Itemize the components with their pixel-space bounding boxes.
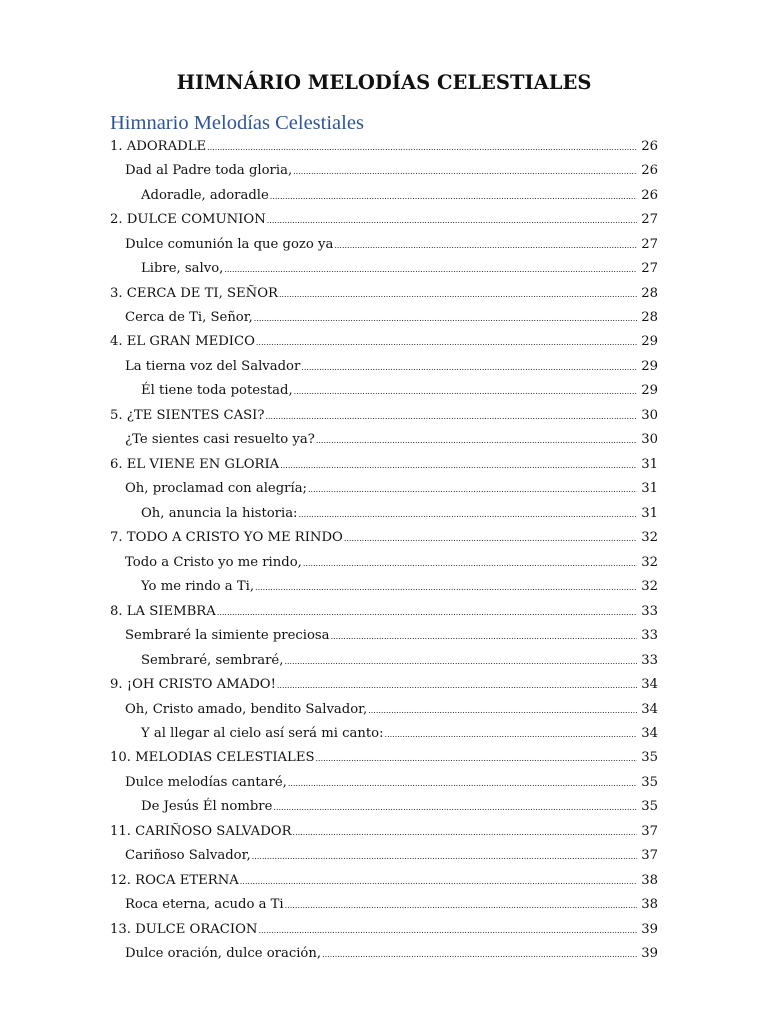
toc-entry[interactable] xyxy=(110,672,658,696)
toc-entry[interactable] xyxy=(110,330,658,354)
toc-entry-text: 8. LA SIEMBRA xyxy=(110,603,216,619)
toc-entry[interactable] xyxy=(110,599,658,623)
toc-entry-page-number: 26 xyxy=(641,138,658,154)
toc-entry-page-number: 32 xyxy=(641,579,658,595)
dot-leader xyxy=(277,677,637,692)
toc-entry-page-number: 34 xyxy=(641,677,658,693)
toc-entry-text: Él tiene toda potestad, xyxy=(141,383,293,399)
dot-leader xyxy=(288,775,637,790)
toc-entry[interactable] xyxy=(110,379,658,403)
table-of-contents xyxy=(110,134,658,966)
toc-entry-page-number: 37 xyxy=(641,823,658,839)
toc-entry-page-number: 33 xyxy=(641,652,658,668)
toc-entry[interactable] xyxy=(110,770,658,794)
toc-entry[interactable] xyxy=(110,574,658,598)
toc-entry-page-number: 28 xyxy=(641,310,658,326)
toc-entry-text: Libre, salvo, xyxy=(141,261,224,277)
toc-entry[interactable] xyxy=(110,428,658,452)
toc-entry[interactable] xyxy=(110,819,658,843)
dot-leader xyxy=(279,286,637,301)
dot-leader xyxy=(385,726,637,741)
dot-leader xyxy=(322,946,637,961)
toc-entry-text: 11. CARIÑOSO SALVADOR xyxy=(110,823,292,839)
toc-entry-page-number: 34 xyxy=(641,701,658,717)
toc-entry-page-number: 31 xyxy=(641,481,658,497)
toc-entry[interactable] xyxy=(110,452,658,476)
toc-entry-text: 2. DULCE COMUNION xyxy=(110,212,266,228)
dot-leader xyxy=(344,530,637,545)
dot-leader xyxy=(252,848,637,863)
toc-entry-text: Sembraré, sembraré, xyxy=(141,652,284,668)
toc-entry[interactable] xyxy=(110,893,658,917)
dot-leader xyxy=(265,408,637,423)
toc-entry[interactable] xyxy=(110,526,658,550)
toc-entry-page-number: 35 xyxy=(641,750,658,766)
toc-entry-page-number: 31 xyxy=(641,505,658,521)
toc-entry-text: Oh, anuncia la historia: xyxy=(141,505,298,521)
dot-leader xyxy=(254,310,637,325)
toc-entry[interactable] xyxy=(110,256,658,280)
dot-leader xyxy=(316,432,637,447)
toc-entry[interactable] xyxy=(110,721,658,745)
toc-entry-text: 12. ROCA ETERNA xyxy=(110,872,239,888)
toc-entry[interactable] xyxy=(110,648,658,672)
toc-entry[interactable] xyxy=(110,550,658,574)
toc-entry[interactable] xyxy=(110,697,658,721)
toc-entry-text: 6. EL VIENE EN GLORIA xyxy=(110,456,280,472)
toc-entry-text: Todo a Cristo yo me rindo, xyxy=(125,554,302,570)
toc-entry-page-number: 28 xyxy=(641,285,658,301)
toc-entry-text: Cariñoso Salvador, xyxy=(125,848,251,864)
toc-entry-page-number: 38 xyxy=(641,872,658,888)
toc-entry-text: 10. MELODIAS CELESTIALES xyxy=(110,750,315,766)
dot-leader xyxy=(294,383,637,398)
dot-leader xyxy=(315,750,637,765)
toc-entry-page-number: 35 xyxy=(641,799,658,815)
dot-leader xyxy=(285,897,637,912)
toc-entry[interactable] xyxy=(110,158,658,182)
toc-entry-page-number: 38 xyxy=(641,897,658,913)
toc-entry-text: Dad al Padre toda gloria, xyxy=(125,163,293,179)
dot-leader xyxy=(256,334,637,349)
toc-entry-page-number: 32 xyxy=(641,554,658,570)
toc-entry[interactable] xyxy=(110,844,658,868)
toc-entry[interactable] xyxy=(110,183,658,207)
toc-entry[interactable] xyxy=(110,232,658,256)
toc-entry[interactable] xyxy=(110,281,658,305)
toc-entry[interactable] xyxy=(110,305,658,329)
toc-entry-page-number: 35 xyxy=(641,774,658,790)
toc-entry-page-number: 27 xyxy=(641,212,658,228)
toc-entry-page-number: 30 xyxy=(641,407,658,423)
toc-entry-text: Dulce melodías cantaré, xyxy=(125,774,287,790)
toc-entry-text: 13. DULCE ORACION xyxy=(110,921,258,937)
toc-entry-page-number: 27 xyxy=(641,261,658,277)
toc-entry-text: Oh, proclamad con alegría; xyxy=(125,481,308,497)
toc-entry[interactable] xyxy=(110,354,658,378)
dot-leader xyxy=(308,481,637,496)
toc-entry-page-number: 27 xyxy=(641,236,658,252)
dot-leader xyxy=(217,604,637,619)
toc-entry[interactable] xyxy=(110,501,658,525)
toc-entry[interactable] xyxy=(110,403,658,427)
toc-entry-page-number: 31 xyxy=(641,456,658,472)
toc-entry-page-number: 33 xyxy=(641,603,658,619)
toc-entry-text: Oh, Cristo amado, bendito Salvador, xyxy=(125,701,368,717)
dot-leader xyxy=(284,653,637,668)
toc-entry-text: ¿Te sientes casi resuelto ya? xyxy=(125,432,315,448)
toc-entry-text: 7. TODO A CRISTO YO ME RINDO xyxy=(110,530,343,546)
document-title: HIMNÁRIO MELODÍAS CELESTIALES xyxy=(176,71,592,94)
toc-entry-text: Yo me rindo a Ti, xyxy=(141,579,255,595)
dot-leader xyxy=(331,628,637,643)
dot-leader xyxy=(334,237,637,252)
toc-entry-text: 1. ADORADLE xyxy=(110,138,207,154)
toc-entry-page-number: 39 xyxy=(641,946,658,962)
dot-leader xyxy=(299,506,637,521)
toc-entry-page-number: 39 xyxy=(641,921,658,937)
toc-entry-text: Dulce comunión la que gozo ya xyxy=(125,236,334,252)
toc-entry-text: Sembraré la simiente preciosa xyxy=(125,628,330,644)
dot-leader xyxy=(293,163,637,178)
dot-leader xyxy=(255,579,637,594)
toc-entry-text: 9. ¡OH CRISTO AMADO! xyxy=(110,677,276,693)
toc-entry[interactable] xyxy=(110,134,658,158)
dot-leader xyxy=(267,212,637,227)
toc-entry-page-number: 29 xyxy=(641,334,658,350)
toc-entry-text: 4. EL GRAN MEDICO xyxy=(110,334,255,350)
toc-entry[interactable] xyxy=(110,746,658,770)
toc-entry-page-number: 26 xyxy=(641,187,658,203)
toc-entry-page-number: 26 xyxy=(641,163,658,179)
toc-entry-text: Dulce oración, dulce oración, xyxy=(125,946,322,962)
toc-entry-text: Roca eterna, acudo a Ti xyxy=(125,897,284,913)
dot-leader xyxy=(293,824,637,839)
toc-entry[interactable] xyxy=(110,941,658,965)
toc-heading: Himnario Melodías Celestiales xyxy=(110,112,364,134)
toc-entry-text: De Jesús Él nombre xyxy=(141,799,273,815)
toc-entry-page-number: 33 xyxy=(641,628,658,644)
dot-leader xyxy=(303,555,637,570)
toc-entry[interactable] xyxy=(110,623,658,647)
toc-entry[interactable] xyxy=(110,795,658,819)
dot-leader xyxy=(368,702,637,717)
toc-entry-text: 3. CERCA DE TI, SEÑOR xyxy=(110,285,278,301)
toc-entry-text: Adoradle, adoradle xyxy=(141,187,269,203)
dot-leader xyxy=(258,922,637,937)
toc-entry-page-number: 29 xyxy=(641,383,658,399)
dot-leader xyxy=(224,261,637,276)
dot-leader xyxy=(301,359,637,374)
dot-leader xyxy=(280,457,637,472)
toc-entry[interactable] xyxy=(110,917,658,941)
toc-entry-page-number: 37 xyxy=(641,848,658,864)
dot-leader xyxy=(270,188,637,203)
toc-entry-page-number: 30 xyxy=(641,432,658,448)
toc-entry-page-number: 29 xyxy=(641,358,658,374)
toc-entry-text: 5. ¿TE SIENTES CASI? xyxy=(110,407,265,423)
toc-entry-text: Cerca de Ti, Señor, xyxy=(125,310,253,326)
dot-leader xyxy=(207,139,637,154)
dot-leader xyxy=(273,799,637,814)
toc-entry[interactable] xyxy=(110,477,658,501)
toc-entry-text: Y al llegar al cielo así será mi canto: xyxy=(141,725,384,741)
toc-entry-text: La tierna voz del Salvador xyxy=(125,358,301,374)
dot-leader xyxy=(240,873,637,888)
toc-entry-page-number: 34 xyxy=(641,725,658,741)
toc-entry[interactable] xyxy=(110,868,658,892)
toc-entry-page-number: 32 xyxy=(641,530,658,546)
toc-entry[interactable] xyxy=(110,207,658,231)
